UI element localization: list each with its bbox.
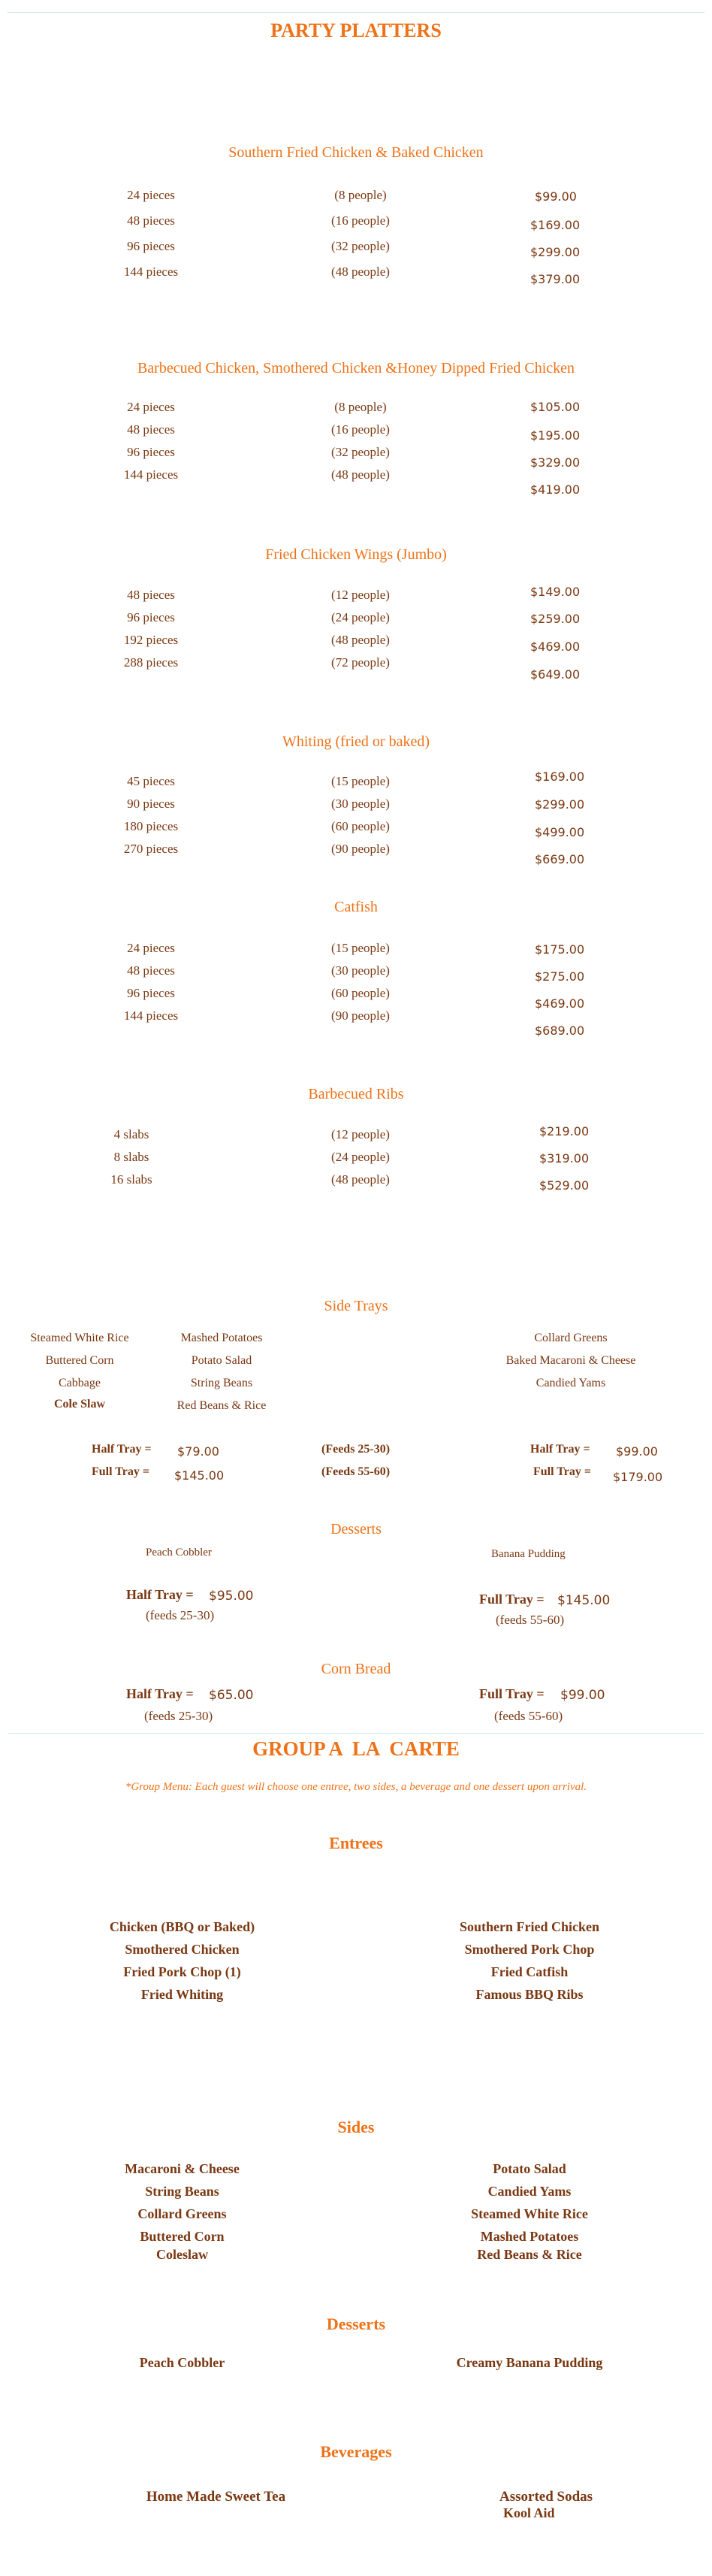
- price: $499.00: [535, 825, 585, 839]
- people: (8 people): [334, 400, 387, 414]
- page-title: PARTY PLATTERS: [270, 20, 442, 41]
- qty: 144 pieces: [123, 1008, 179, 1023]
- half-tray-price: $65.00: [209, 1688, 254, 1703]
- qty: 48 pieces: [127, 963, 175, 978]
- qty: 90 pieces: [127, 797, 175, 811]
- dessert-item: Banana Pudding: [491, 1548, 566, 1560]
- entree-item: Fried Pork Chop (1): [123, 1964, 241, 1979]
- side-item: Collard Greens: [534, 1332, 608, 1344]
- qty: 192 pieces: [123, 633, 179, 647]
- entree-item: Fried Catfish: [490, 1964, 569, 1979]
- side-item: String Beans: [190, 1377, 253, 1389]
- full-tray-price: $145.00: [557, 1593, 611, 1608]
- half-tray-price: $99.00: [616, 1444, 658, 1459]
- price: $689.00: [535, 1023, 585, 1038]
- full-tray-price: $179.00: [613, 1470, 663, 1484]
- half-tray-label: Half Tray =: [126, 1686, 194, 1701]
- price: $649.00: [530, 667, 581, 682]
- section-title: Fried Chicken Wings (Jumbo): [265, 546, 447, 563]
- price: $219.00: [539, 1124, 590, 1138]
- price: $275.00: [535, 969, 585, 984]
- full-tray-label: Full Tray =: [92, 1465, 149, 1478]
- people: (30 people): [331, 797, 390, 811]
- price: $99.00: [535, 189, 577, 204]
- people: (15 people): [331, 774, 390, 788]
- feeds-half: (feeds 25-30): [144, 1709, 213, 1723]
- price: $529.00: [539, 1178, 590, 1193]
- section-title: Corn Bread: [321, 1661, 391, 1677]
- price: $469.00: [535, 996, 585, 1011]
- qty: 24 pieces: [127, 941, 175, 955]
- top-divider: [8, 12, 704, 13]
- group-title: GROUP A LA CARTE: [252, 1737, 460, 1760]
- qty: 24 pieces: [127, 188, 175, 202]
- people: (16 people): [331, 213, 390, 228]
- people: (90 people): [331, 1008, 390, 1023]
- people: (90 people): [331, 842, 390, 856]
- entree-item: Chicken (BBQ or Baked): [109, 1919, 255, 1934]
- qty: 8 slabs: [113, 1150, 149, 1164]
- side-item: Baked Macaroni & Cheese: [505, 1354, 636, 1367]
- people: (24 people): [331, 610, 390, 624]
- full-tray-label: Full Tray =: [479, 1686, 545, 1701]
- qty: 144 pieces: [123, 467, 179, 482]
- qty: 96 pieces: [127, 239, 175, 253]
- side-item: Buttered Corn: [140, 2229, 225, 2244]
- people: (72 people): [331, 655, 390, 670]
- price: $319.00: [539, 1151, 590, 1166]
- entrees-title: Entrees: [329, 1834, 383, 1852]
- people: (48 people): [331, 467, 390, 482]
- qty: 180 pieces: [123, 819, 179, 833]
- qty: 16 slabs: [110, 1172, 152, 1187]
- qty: 4 slabs: [113, 1127, 149, 1141]
- section-title: Side Trays: [324, 1298, 388, 1314]
- people: (24 people): [331, 1150, 390, 1164]
- dessert-item: Peach Cobbler: [139, 2355, 225, 2370]
- people: (12 people): [331, 588, 390, 602]
- price: $299.00: [535, 797, 585, 812]
- entree-item: Smothered Chicken: [125, 1942, 240, 1957]
- price: $379.00: [530, 272, 581, 286]
- side-item: Steamed White Rice: [30, 1332, 129, 1344]
- qty: 96 pieces: [127, 610, 175, 624]
- qty: 45 pieces: [127, 774, 175, 788]
- people: (8 people): [334, 188, 387, 202]
- beverage-item: Kool Aid: [503, 2505, 555, 2520]
- group-note: *Group Menu: Each guest will choose one entree, two sides, a beverage and one dessert upon arrival.: [125, 1781, 587, 1793]
- section-title: Barbecued Chicken, Smothered Chicken &Honey Dipped Fried Chicken: [137, 360, 575, 376]
- price: $195.00: [530, 428, 581, 443]
- side-item: Potato Salad: [493, 2161, 566, 2176]
- group-divider: [8, 1733, 704, 1734]
- section-title: Desserts: [330, 1521, 382, 1537]
- qty: 96 pieces: [127, 445, 175, 459]
- people: (60 people): [331, 819, 390, 833]
- people: (48 people): [331, 1172, 390, 1187]
- qty: 24 pieces: [127, 400, 175, 414]
- price: $299.00: [530, 245, 581, 259]
- section-title: Catfish: [334, 899, 378, 915]
- people: (32 people): [331, 239, 390, 253]
- entree-item: Fried Whiting: [140, 1987, 224, 2002]
- price: $149.00: [530, 585, 581, 599]
- half-tray-label: Half Tray =: [126, 1587, 194, 1602]
- side-item: Candied Yams: [487, 2184, 572, 2199]
- half-tray-price: $95.00: [209, 1589, 254, 1604]
- full-tray-price: $99.00: [560, 1688, 605, 1703]
- beverage-item: Home Made Sweet Tea: [146, 2489, 286, 2505]
- price: $169.00: [535, 769, 585, 784]
- section-title: Barbecued Ribs: [308, 1086, 404, 1102]
- full-tray-label: Full Tray =: [479, 1592, 545, 1607]
- side-item: Potato Salad: [191, 1354, 252, 1367]
- price: $259.00: [530, 612, 581, 626]
- qty: 144 pieces: [123, 265, 179, 279]
- price: $169.00: [530, 218, 581, 232]
- price: $419.00: [530, 482, 581, 497]
- people: (48 people): [331, 265, 390, 279]
- section-title: Southern Fried Chicken & Baked Chicken: [228, 144, 484, 161]
- price: $469.00: [530, 639, 581, 654]
- entree-item: Southern Fried Chicken: [459, 1919, 599, 1934]
- side-item: Macaroni & Cheese: [125, 2161, 240, 2176]
- side-item: Candied Yams: [536, 1377, 606, 1389]
- half-tray-label: Half Tray =: [92, 1443, 152, 1456]
- side-item: Coleslaw: [156, 2247, 208, 2262]
- beverage-item: Assorted Sodas: [499, 2489, 593, 2505]
- people: (60 people): [331, 986, 390, 1000]
- entree-item: Smothered Pork Chop: [464, 1942, 595, 1957]
- feeds-full: (feeds 55-60): [494, 1709, 563, 1723]
- side-item: Cole Slaw: [54, 1398, 105, 1410]
- sides-title: Sides: [337, 2118, 375, 2136]
- qty: 288 pieces: [123, 655, 179, 670]
- feeds-full: (feeds 55-60): [496, 1613, 565, 1627]
- price: $329.00: [530, 455, 581, 470]
- people: (30 people): [331, 963, 390, 978]
- side-item: Red Beans & Rice: [176, 1399, 267, 1412]
- qty: 48 pieces: [127, 422, 175, 437]
- section-title: Whiting (fried or baked): [282, 733, 430, 750]
- full-tray-label: Full Tray =: [533, 1465, 591, 1478]
- side-item: Red Beans & Rice: [477, 2247, 582, 2262]
- side-item: Steamed White Rice: [471, 2206, 588, 2221]
- beverages-title: Beverages: [320, 2442, 392, 2461]
- half-tray-price: $79.00: [177, 1444, 219, 1459]
- side-item: Cabbage: [59, 1377, 101, 1389]
- feeds-half: (Feeds 25-30): [321, 1443, 391, 1456]
- price: $175.00: [535, 942, 585, 957]
- side-item: Buttered Corn: [45, 1354, 114, 1367]
- feeds-half: (feeds 25-30): [146, 1608, 215, 1622]
- side-item: Collard Greens: [137, 2206, 227, 2221]
- half-tray-label: Half Tray =: [530, 1443, 590, 1456]
- qty: 96 pieces: [127, 986, 175, 1000]
- full-tray-price: $145.00: [174, 1468, 225, 1483]
- qty: 48 pieces: [127, 213, 175, 228]
- price: $105.00: [530, 400, 581, 414]
- people: (15 people): [331, 941, 390, 955]
- desserts-title: Desserts: [326, 2314, 386, 2333]
- people: (48 people): [331, 633, 390, 647]
- dessert-item: Peach Cobbler: [146, 1547, 212, 1559]
- side-item: Mashed Potatoes: [480, 2229, 579, 2244]
- side-item: Mashed Potatoes: [180, 1332, 263, 1344]
- people: (16 people): [331, 422, 390, 437]
- price: $669.00: [535, 852, 585, 866]
- dessert-item: Creamy Banana Pudding: [456, 2355, 603, 2370]
- qty: 270 pieces: [123, 842, 179, 856]
- entree-item: Famous BBQ Ribs: [475, 1987, 584, 2002]
- side-item: String Beans: [145, 2184, 219, 2199]
- qty: 48 pieces: [127, 588, 175, 602]
- people: (12 people): [331, 1127, 390, 1141]
- feeds-full: (Feeds 55-60): [321, 1465, 391, 1478]
- people: (32 people): [331, 445, 390, 459]
